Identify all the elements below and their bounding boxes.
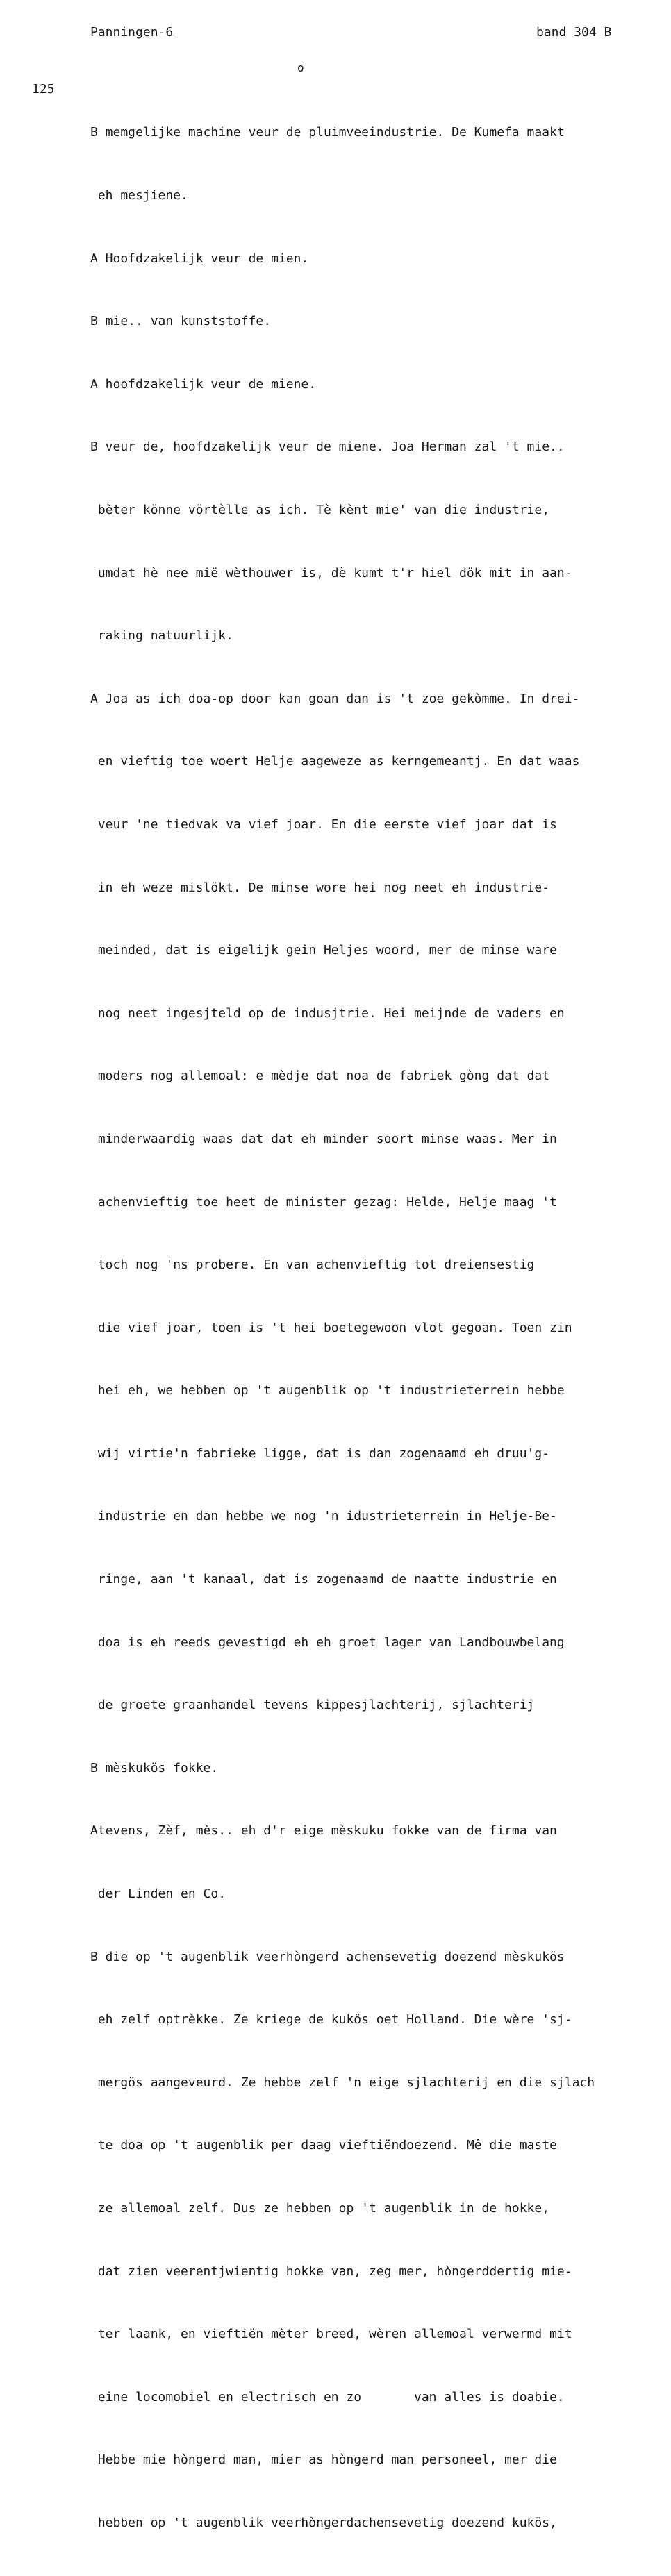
transcript-line: B veur de, hoofdzakelijk veur de miene. Joa Herman zal 't mie.. xyxy=(90,440,565,455)
transcript-line: veur 'ne tiedvak va vief joar. En die eerste vief joar dat is xyxy=(90,817,557,832)
transcript-line: toch nog 'ns probere. En van achenvieftig tot dreiensestig xyxy=(90,1257,535,1273)
transcript-line: ter laank, en vieftiën mèter breed, wèren allemoal verwermd mit xyxy=(90,2327,572,2342)
transcript-line: A Joa as ich doa-op door kan goan dan is 't zoe gekòmme. In drei- xyxy=(90,691,580,706)
transcript-line: eh mesjiene. xyxy=(90,188,188,203)
transcript-line: nog neet ingesjteld op de indusjtrie. Hei meijnde de vaders en xyxy=(90,1005,565,1021)
transcript-line: B mèskukös fokke. xyxy=(90,1760,219,1775)
transcript-line: Atevens, Zèf, mès.. eh d'r eige mèskuku fokke van de firma van xyxy=(90,1823,557,1839)
transcript-line: en vieftig toe woert Helje aageweze as kerngemeantj. En dat waas xyxy=(90,754,580,769)
transcript-line: B mie.. van kunststoffe. xyxy=(90,314,272,329)
section-marker: o xyxy=(297,61,304,74)
transcript-line: bèter könne vörtèlle as ich. Tè kènt mie' van die industrie, xyxy=(90,502,550,517)
transcript-line: die vief joar, toen is 't hei boetegewoon vlot gegoan. Toen zin xyxy=(90,1320,572,1335)
transcript-line: moders nog allemoal: e mèdje dat noa de fabriek gòng dat dat xyxy=(90,1069,550,1084)
transcript-line: in eh weze mislökt. De minse wore hei nog neet eh industrie- xyxy=(90,880,550,895)
transcript-line: wij virtie'n fabrieke ligge, dat is dan zogenaamd eh druu'g- xyxy=(90,1446,550,1461)
transcript-line: B die op 't augenblik veerhòngerd achensevetig doezend mèskukös xyxy=(90,1949,565,1964)
page-header-title: Panningen-6 xyxy=(90,25,174,40)
transcript-line: hebben op 't augenblik veerhòngerdachensevetig doezend kukös, xyxy=(90,2515,557,2530)
transcript-line: industrie en dan hebbe we nog 'n idustrieterrein in Helje-Be- xyxy=(90,1509,557,1524)
transcript-line: te doa op 't augenblik per daag vieftiëndoezend. Mê die maste xyxy=(90,2138,557,2153)
transcript-line: doa is eh reeds gevestigd eh eh groet lager van Landbouwbelang xyxy=(90,1634,565,1650)
transcript-line: B memgelijke machine veur de pluimveeindustrie. De Kumefa maakt xyxy=(90,125,565,140)
line-number: 125 xyxy=(32,82,55,97)
transcript-line: achenvieftig toe heet de minister gezag: Helde, Helje maag 't xyxy=(90,1194,557,1210)
transcript-line: A Hoofdzakelijk veur de mien. xyxy=(90,251,309,266)
transcript-line: meinded, dat is eigelijk gein Heljes woord, mer de minse ware xyxy=(90,943,557,958)
transcript-line: ringe, aan 't kanaal, dat is zogenaamd de naatte industrie en xyxy=(90,1572,557,1587)
transcript-line: der Linden en Co. xyxy=(90,1887,226,1902)
page-header-band: band 304 B xyxy=(536,25,612,40)
transcript-line: dat zien veerentjwientig hokke van, zeg mer, hòngerddertig mie- xyxy=(90,2264,572,2279)
transcript-line: minderwaardig waas dat dat eh minder soort minse waas. Mer in xyxy=(90,1131,557,1146)
transcript-line: de groete graanhandel tevens kippesjlachterij, sjlachterij xyxy=(90,1698,535,1713)
transcript-line: raking natuurlijk. xyxy=(90,628,233,644)
transcript-line: Hebbe mie hòngerd man, mier as hòngerd man personeel, mer die xyxy=(90,2452,557,2468)
transcript-line: hei eh, we hebben op 't augenblik op 't industrieterrein hebbe xyxy=(90,1383,565,1398)
transcript-line: ze allemoal zelf. Dus ze hebben op 't augenblik in de hokke, xyxy=(90,2201,550,2216)
transcript-body xyxy=(90,81,595,2576)
transcript-line: umdat hè nee mië wèthouwer is, dè kumt t'r hiel dök mit in aan- xyxy=(90,565,572,580)
transcript-line: mergös aangeveurd. Ze hebbe zelf 'n eige sjlachterij en die sjlach xyxy=(90,2075,595,2090)
transcript-line: A hoofdzakelijk veur de miene. xyxy=(90,376,317,392)
transcript-line: eine locomobiel en electrisch en zo van alles is doabie. xyxy=(90,2389,565,2404)
transcript-line: eh zelf optrèkke. Ze kriege de kukös oet Holland. Die wère 'sj- xyxy=(90,2012,572,2027)
